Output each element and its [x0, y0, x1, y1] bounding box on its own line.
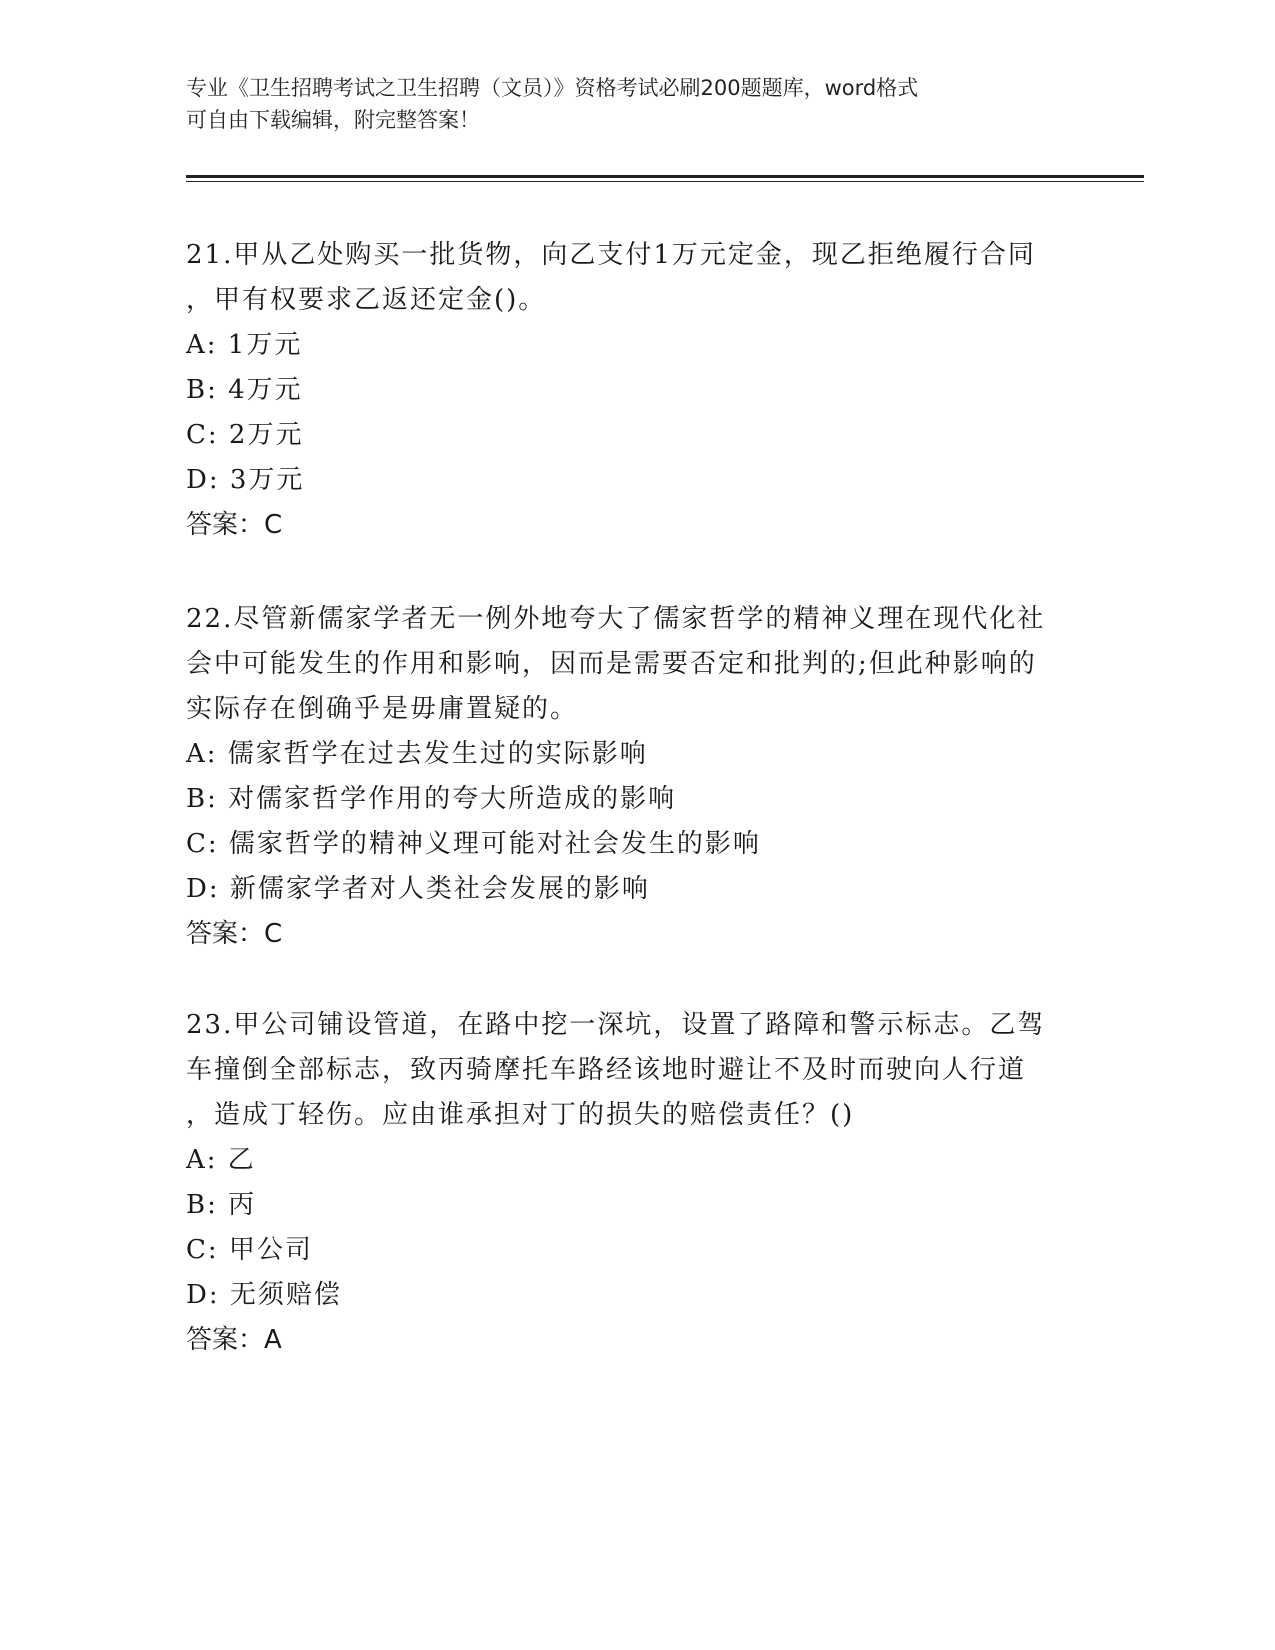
option-d: D: 新儒家学者对人类社会发展的影响 — [186, 874, 650, 904]
option-a: A: 1万元 — [186, 330, 303, 360]
question-stem-line: 22.尽管新儒家学者无一例外地夸大了儒家哲学的精神义理在现代化社 — [186, 604, 1046, 634]
question-block — [186, 233, 1066, 548]
option-c: C: 甲公司 — [186, 1235, 313, 1265]
question-stem-line: 会中可能发生的作用和影响，因而是需要否定和批判的;但此种影响的 — [186, 649, 1037, 679]
option-b: B: 4万元 — [186, 375, 303, 405]
option-d: D: 无须赔偿 — [186, 1280, 342, 1310]
option-d: D: 3万元 — [186, 465, 305, 495]
option-b: B: 丙 — [186, 1190, 257, 1220]
question-stem-line: ，甲有权要求乙返还定金()。 — [186, 285, 547, 315]
question-stem-line: 21.甲从乙处购买一批货物，向乙支付1万元定金，现乙拒绝履行合同 — [186, 240, 1036, 270]
question-stem-line: 23.甲公司铺设管道，在路中挖一深坑，设置了路障和警示标志。乙驾 — [186, 1010, 1046, 1040]
option-b: B: 对儒家哲学作用的夸大所造成的影响 — [186, 784, 677, 814]
answer-line: 答案：C — [186, 919, 283, 949]
document-header — [186, 72, 1066, 136]
question-stem-line: 车撞倒全部标志，致丙骑摩托车路经该地时避让不及时而驶向人行道 — [186, 1055, 1027, 1085]
header-line-1: 专业《卫生招聘考试之卫生招聘（文员）》资格考试必刷200题题库，word格式 — [186, 76, 919, 100]
answer-line: 答案：C — [186, 510, 283, 540]
option-a: A: 乙 — [186, 1145, 256, 1175]
question-block — [186, 597, 1066, 957]
option-c: C: 儒家哲学的精神义理可能对社会发生的影响 — [186, 829, 761, 859]
answer-line: 答案：A — [186, 1325, 282, 1355]
header-divider-thick — [186, 175, 1144, 178]
option-a: A: 儒家哲学在过去发生过的实际影响 — [186, 739, 648, 769]
question-stem-line: ，造成丁轻伤。应由谁承担对丁的损失的赔偿责任？() — [186, 1100, 855, 1130]
option-c: C: 2万元 — [186, 420, 304, 450]
header-line-2: 可自由下载编辑，附完整答案！ — [186, 108, 480, 132]
header-divider-thin — [186, 181, 1144, 182]
question-stem-line: 实际存在倒确乎是毋庸置疑的。 — [186, 694, 579, 724]
question-block — [186, 1003, 1066, 1363]
